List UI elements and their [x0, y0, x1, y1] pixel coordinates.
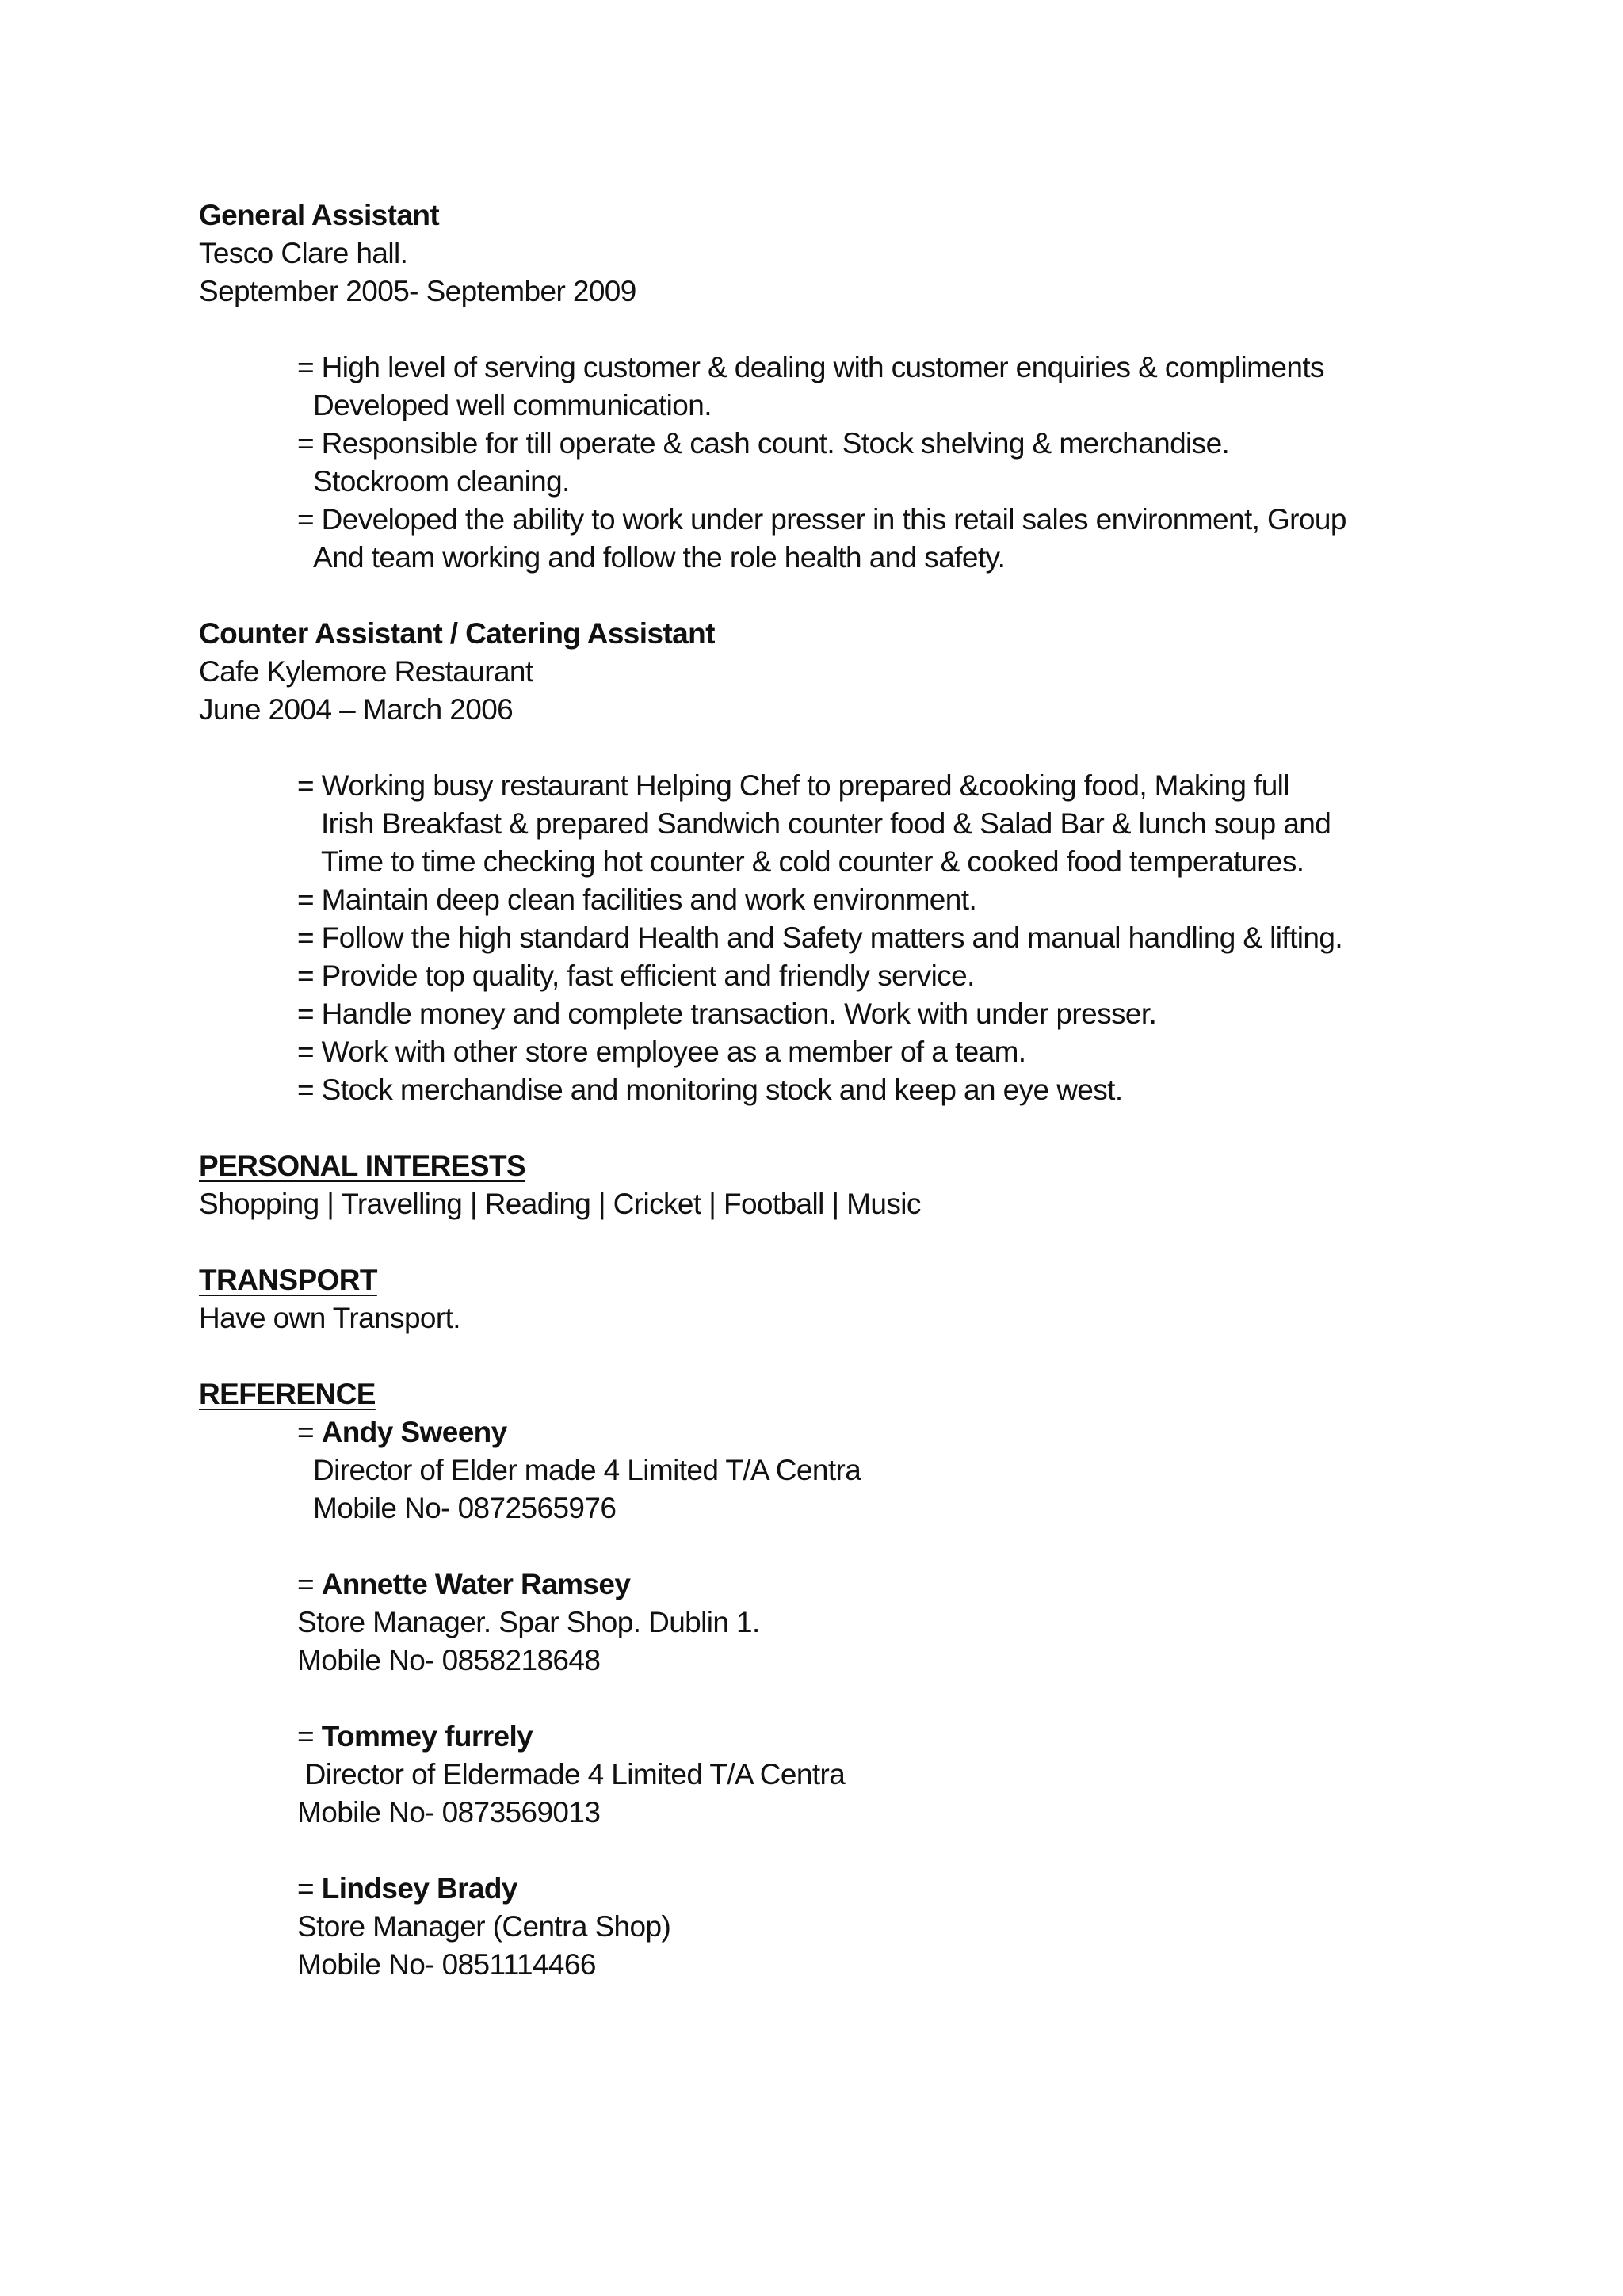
reference-entry: [199, 1413, 1435, 1527]
job-title: Counter Assistant / Catering Assistant: [199, 617, 715, 650]
spacer: [199, 1109, 1435, 1147]
spacer: [199, 577, 1435, 615]
reference-prefix: =: [297, 1872, 322, 1905]
spacer: [199, 1527, 1435, 1566]
section-reference: [199, 1375, 1435, 1984]
job-bullet: = Responsible for till operate & cash count. Stock shelving & merchandise.: [297, 427, 1230, 460]
reference-prefix: =: [297, 1416, 322, 1448]
job-dates: June 2004 – March 2006: [199, 693, 514, 726]
spacer: [199, 729, 1435, 767]
job-bullet-continuation: Developed well communication.: [313, 389, 712, 421]
reference-prefix: =: [297, 1568, 322, 1600]
reference-name: Andy Sweeny: [321, 1416, 507, 1448]
section-personal-interests: [199, 1147, 1435, 1223]
reference-role: Director of Elder made 4 Limited T/A Centra: [313, 1454, 861, 1486]
job-bullet: = High level of serving customer & dealing with customer enquiries & compliments: [297, 351, 1324, 383]
job-bullet-continuation: Stockroom cleaning.: [313, 465, 570, 498]
job-dates: September 2005- September 2009: [199, 275, 636, 307]
reference-entry: [199, 1870, 1435, 1984]
job-bullet: = Maintain deep clean facilities and work environment.: [297, 883, 977, 916]
job-general-assistant: [199, 196, 1435, 577]
section-heading: PERSONAL INTERESTS: [199, 1150, 526, 1182]
spacer: [199, 311, 1435, 349]
job-bullet: = Follow the high standard Health and Safety matters and manual handling & lifting.: [297, 921, 1343, 954]
reference-entry: [199, 1566, 1435, 1680]
job-bullet: = Provide top quality, fast efficient and friendly service.: [297, 959, 975, 992]
job-counter-assistant: [199, 615, 1435, 1109]
section-heading: TRANSPORT: [199, 1264, 377, 1296]
transport-text: Have own Transport.: [199, 1302, 460, 1334]
section-transport: [199, 1261, 1435, 1337]
resume-content: [199, 196, 1435, 1984]
reference-mobile: Mobile No- 0873569013: [297, 1796, 601, 1829]
spacer: [199, 1337, 1435, 1375]
reference-mobile: Mobile No- 0872565976: [313, 1492, 617, 1524]
reference-role: Store Manager. Spar Shop. Dublin 1.: [297, 1606, 760, 1638]
job-employer: Tesco Clare hall.: [199, 237, 408, 269]
reference-role: Director of Eldermade 4 Limited T/A Centra: [297, 1758, 846, 1791]
reference-name-line: [199, 1413, 1435, 1451]
reference-mobile: Mobile No- 0858218648: [297, 1644, 601, 1676]
reference-name: Annette Water Ramsey: [321, 1568, 631, 1600]
reference-name: Tommey furrely: [321, 1720, 533, 1753]
job-bullet: = Handle money and complete transaction. Work with under presser.: [297, 997, 1157, 1030]
reference-mobile: Mobile No- 0851114466: [297, 1948, 596, 1981]
reference-role: Store Manager (Centra Shop): [297, 1910, 671, 1943]
job-title: General Assistant: [199, 199, 440, 231]
reference-name-line: [199, 1718, 1435, 1756]
job-bullet-continuation: And team working and follow the role health and safety.: [313, 541, 1006, 574]
reference-prefix: =: [297, 1720, 322, 1753]
interests-text: Shopping | Travelling | Reading | Cricket | Football | Music: [199, 1188, 921, 1220]
job-bullet: = Developed the ability to work under presser in this retail sales environment, Group: [297, 503, 1346, 536]
job-bullet-continuation: Irish Breakfast & prepared Sandwich counter food & Salad Bar & lunch soup and: [321, 807, 1331, 840]
job-bullet: = Working busy restaurant Helping Chef to prepared &cooking food, Making full: [297, 769, 1289, 802]
reference-entry: [199, 1718, 1435, 1832]
reference-name: Lindsey Brady: [321, 1872, 517, 1905]
reference-name-line: [199, 1870, 1435, 1908]
reference-name-line: [199, 1566, 1435, 1604]
spacer: [199, 1832, 1435, 1870]
job-bullet: = Work with other store employee as a member of a team.: [297, 1035, 1026, 1068]
spacer: [199, 1680, 1435, 1718]
job-bullet: = Stock merchandise and monitoring stock and keep an eye west.: [297, 1074, 1123, 1106]
section-heading: REFERENCE: [199, 1378, 376, 1410]
spacer: [199, 1223, 1435, 1261]
job-employer: Cafe Kylemore Restaurant: [199, 655, 533, 688]
job-bullet-continuation: Time to time checking hot counter & cold counter & cooked food temperatures.: [321, 845, 1304, 878]
